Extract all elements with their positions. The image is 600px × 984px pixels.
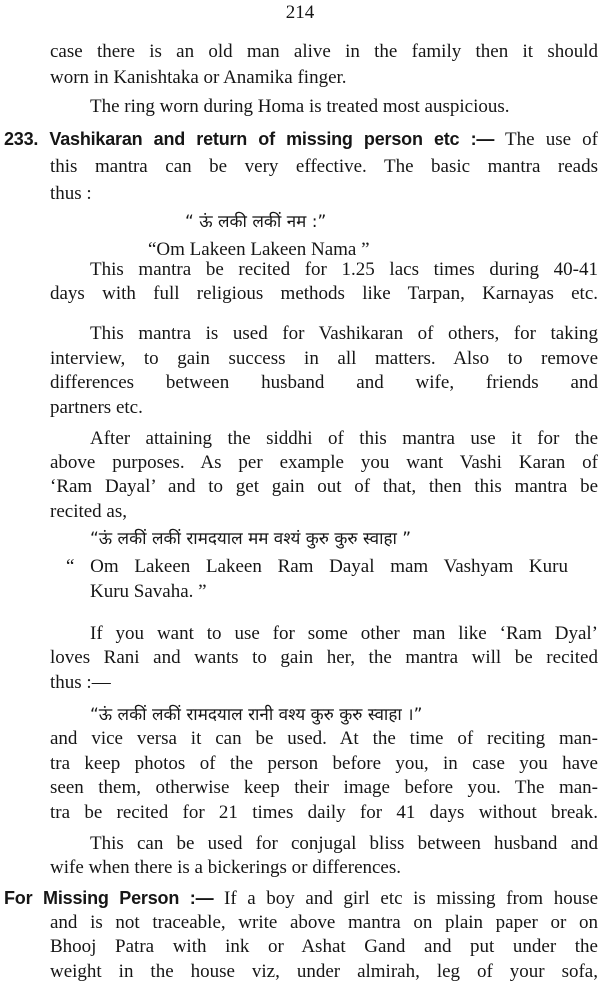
text-line: differences between husband and wife, friends and [50, 372, 598, 393]
mantra-transliteration: “ Om Lakeen Lakeen Ram Dayal mam Vashyam Kuru [66, 556, 568, 577]
text-line: recited as, [50, 501, 128, 522]
text-line: Bhooj Patra with ink or Ashat Gand and put under the [50, 936, 598, 957]
section-heading: For Missing Person :— [4, 888, 214, 908]
text-line: thus :— [50, 672, 111, 693]
text-line: tra be recited for 21 times daily for 41 days without break. [50, 802, 598, 823]
text-line: thus : [50, 183, 92, 204]
text-line: case there is an old man alive in the family then it should [50, 41, 598, 62]
text-line: days with full religious methods like Tarpan, Karnayas etc. [50, 283, 598, 304]
section-text: If a boy and girl etc is missing from house [224, 888, 599, 909]
text-line: seen them, otherwise keep their image before you. The man- [50, 777, 598, 798]
section-text: The use of [505, 129, 599, 150]
missing-person-header-line [4, 886, 598, 911]
mantra-transliteration: Kuru Savaha. ” [90, 581, 207, 602]
text-line: tra keep photos of the person before you, in case you have [50, 753, 598, 774]
text-line: If you want to use for some other man like ‘Ram Dyal’ [90, 623, 598, 644]
devanagari-mantra: “ऊं लकीं लकीं रामदयाल मम वश्यं कुरु कुरु स्वाहा ” [90, 529, 412, 549]
text-line: worn in Kanishtaka or Anamika finger. [50, 67, 347, 88]
text-line: This can be used for conjugal bliss between husband and [90, 833, 598, 854]
text-line: partners etc. [50, 397, 143, 418]
text-line: loves Rani and wants to gain her, the mantra will be recited [50, 647, 598, 668]
section-number: 233. [4, 129, 39, 149]
text-line: The ring worn during Homa is treated most auspicious. [90, 96, 510, 117]
text-line: weight in the house viz, under almirah, leg of your sofa, [50, 961, 598, 982]
text-line: above purposes. As per example you want Vashi Karan of [50, 452, 598, 473]
devanagari-mantra: “ऊं लकीं लकीं रामदयाल रानी वश्य कुरु कुरु स्वाहा ।” [90, 705, 423, 725]
text-line: interview, to gain success in all matters. Also to remove [50, 348, 598, 369]
text-line: ‘Ram Dayal’ and to get gain out of that, then this mantra be [50, 476, 598, 497]
text-line: and vice versa it can be used. At the time of reciting man- [50, 728, 598, 749]
page-number: 214 [285, 2, 315, 23]
devanagari-mantra: “ ऊं लकी लकीं नम :” [185, 212, 327, 232]
text-line: This mantra be recited for 1.25 lacs times during 40-41 [90, 259, 598, 280]
text-line: wife when there is a bickerings or differences. [50, 857, 402, 878]
mantra-transliteration: “Om Lakeen Lakeen Nama ” [148, 239, 370, 260]
text-line: and is not traceable, write above mantra on plain paper or on [50, 912, 598, 933]
section-233-header-line [4, 127, 598, 152]
text-line: this mantra can be very effective. The basic mantra reads [50, 156, 598, 177]
section-heading: Vashikaran and return of missing person etc :— [49, 129, 495, 149]
text-line: This mantra is used for Vashikaran of others, for taking [90, 323, 598, 344]
text-line: After attaining the siddhi of this mantra use it for the [90, 428, 598, 449]
